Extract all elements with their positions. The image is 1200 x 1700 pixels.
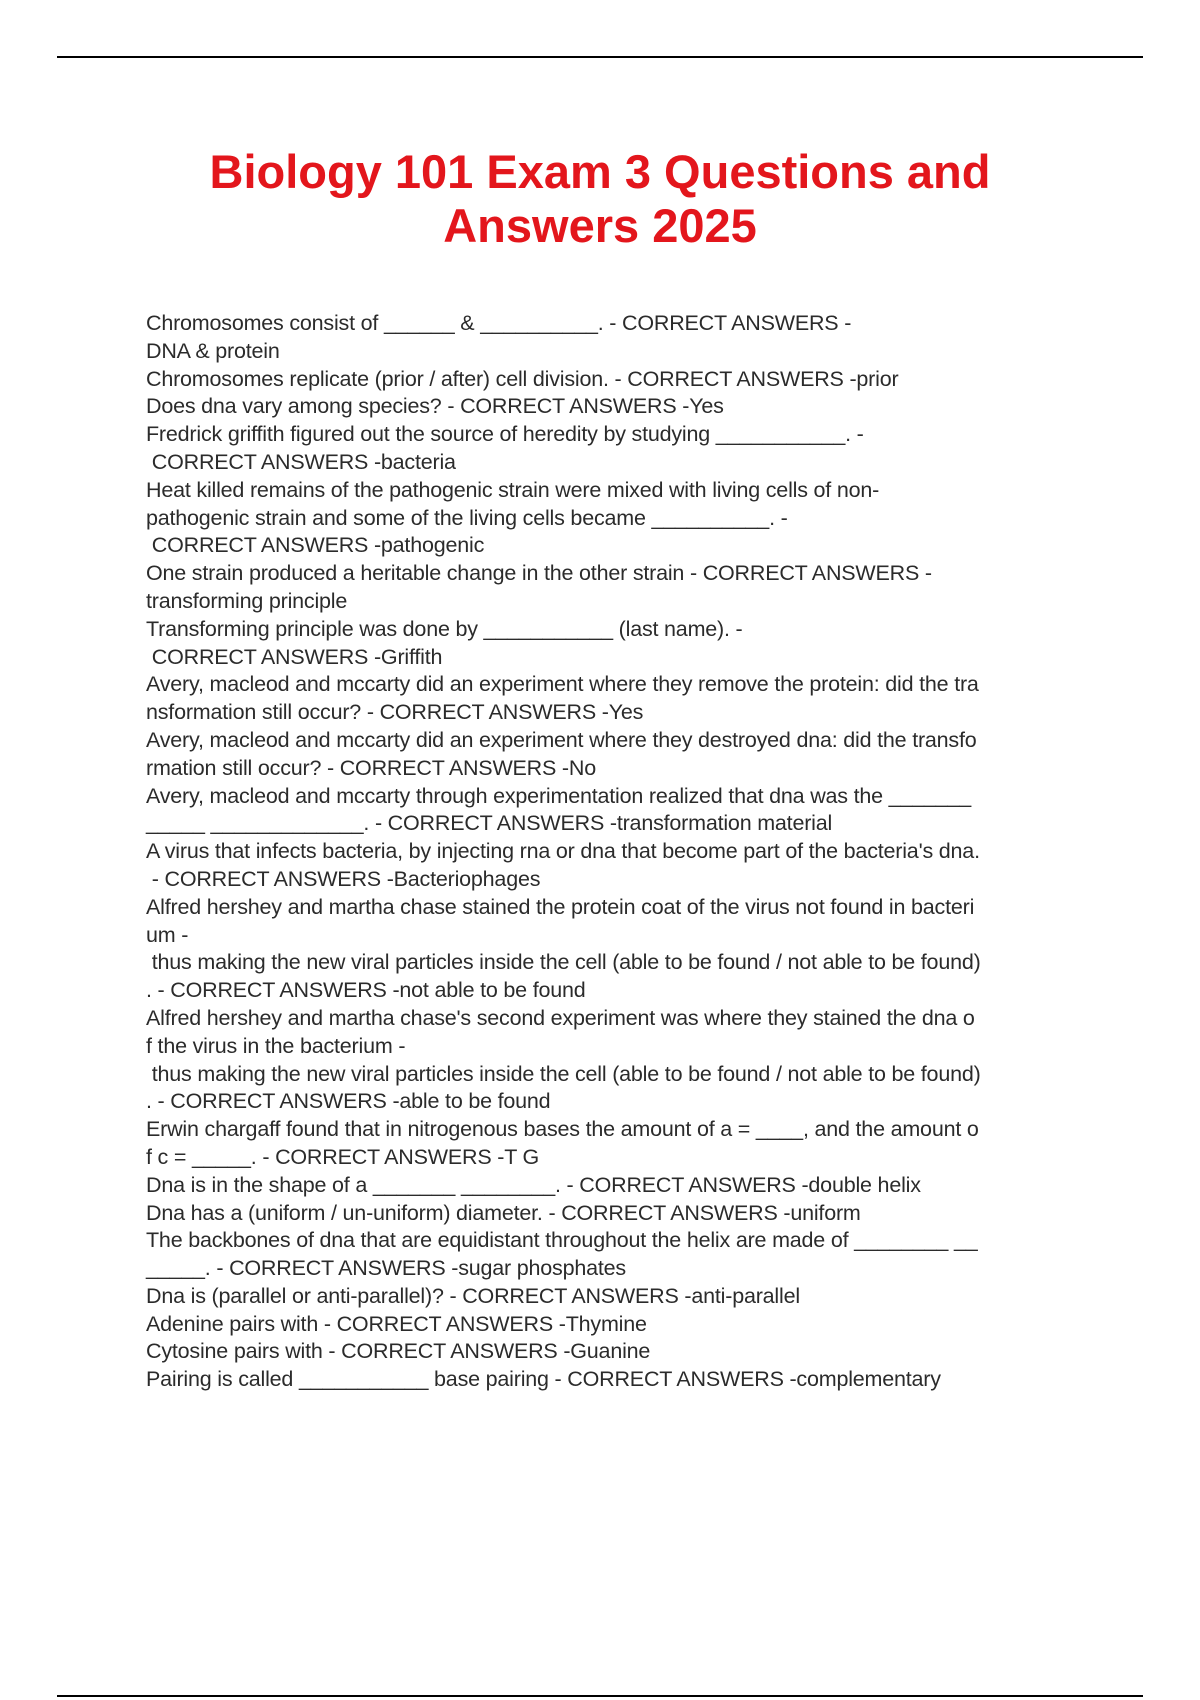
text-line: A virus that infects bacteria, by injecting rna or dna that become part of the bacteria's dna. [146, 839, 980, 864]
text-line: nsformation still occur? - CORRECT ANSWERS -Yes [146, 700, 644, 725]
text-line: Does dna vary among species? - CORRECT ANSWERS -Yes [146, 394, 724, 419]
bottom-rule [57, 1695, 1143, 1697]
text-line: . - CORRECT ANSWERS -able to be found [146, 1089, 551, 1114]
question-list [146, 310, 1096, 1394]
text-line: Avery, macleod and mccarty did an experiment where they remove the protein: did the tra [146, 672, 979, 697]
text-line: thus making the new viral particles inside the cell (able to be found / not able to be found) [146, 1061, 981, 1086]
document-title [100, 145, 1100, 253]
text-line: DNA & protein [146, 338, 280, 363]
text-line: Heat killed remains of the pathogenic strain were mixed with living cells of non- [146, 477, 880, 502]
title-line-1: Biology 101 Exam 3 Questions and [209, 145, 991, 198]
title-line-2: Answers 2025 [443, 199, 757, 252]
text-line: thus making the new viral particles inside the cell (able to be found / not able to be found) [146, 950, 981, 975]
text-line: CORRECT ANSWERS -pathogenic [146, 533, 485, 558]
text-line: CORRECT ANSWERS -bacteria [146, 449, 456, 474]
text-line: Chromosomes replicate (prior / after) cell division. - CORRECT ANSWERS -prior [146, 366, 899, 391]
text-line: Fredrick griffith figured out the source of heredity by studying ___________. - [146, 422, 864, 447]
text-line: CORRECT ANSWERS -Griffith [146, 644, 443, 669]
text-line: transforming principle [146, 588, 348, 613]
text-line: Dna is (parallel or anti-parallel)? - CORRECT ANSWERS -anti-parallel [146, 1283, 800, 1308]
text-line: um - [146, 922, 189, 947]
text-line: Transforming principle was done by ___________ (last name). - [146, 616, 743, 641]
text-line: Erwin chargaff found that in nitrogenous bases the amount of a = ____, and the amount o [146, 1117, 979, 1142]
text-line: _____. - CORRECT ANSWERS -sugar phosphates [146, 1256, 626, 1281]
text-line: Adenine pairs with - CORRECT ANSWERS -Thymine [146, 1311, 647, 1336]
text-line: Avery, macleod and mccarty through experimentation realized that dna was the _______ [146, 783, 971, 808]
text-line: Avery, macleod and mccarty did an experiment where they destroyed dna: did the transfo [146, 727, 977, 752]
top-rule [57, 56, 1143, 58]
text-line: . - CORRECT ANSWERS -not able to be found [146, 978, 586, 1003]
text-line: - CORRECT ANSWERS -Bacteriophages [146, 866, 541, 891]
text-line: pathogenic strain and some of the living cells became __________. - [146, 505, 788, 530]
text-line: One strain produced a heritable change in the other strain - CORRECT ANSWERS - [146, 561, 932, 586]
text-line: Alfred hershey and martha chase stained the protein coat of the virus not found in bacteri [146, 894, 975, 919]
text-line: The backbones of dna that are equidistant throughout the helix are made of ________ __ [146, 1228, 978, 1253]
text-line: Dna has a (uniform / un-uniform) diameter. - CORRECT ANSWERS -uniform [146, 1200, 861, 1225]
text-line: Alfred hershey and martha chase's second experiment was where they stained the dna o [146, 1005, 975, 1030]
text-line: Cytosine pairs with - CORRECT ANSWERS -Guanine [146, 1339, 651, 1364]
text-line: f c = _____. - CORRECT ANSWERS -T G [146, 1144, 540, 1169]
text-line: Pairing is called ___________ base pairing - CORRECT ANSWERS -complementary [146, 1367, 941, 1392]
text-line: f the virus in the bacterium - [146, 1033, 406, 1058]
text-line: rmation still occur? - CORRECT ANSWERS -No [146, 755, 596, 780]
text-line: Chromosomes consist of ______ & __________. - CORRECT ANSWERS - [146, 311, 852, 335]
text-line: Dna is in the shape of a _______ ________. - CORRECT ANSWERS -double helix [146, 1172, 921, 1197]
text-line: _____ _____________. - CORRECT ANSWERS -transformation material [146, 811, 833, 836]
